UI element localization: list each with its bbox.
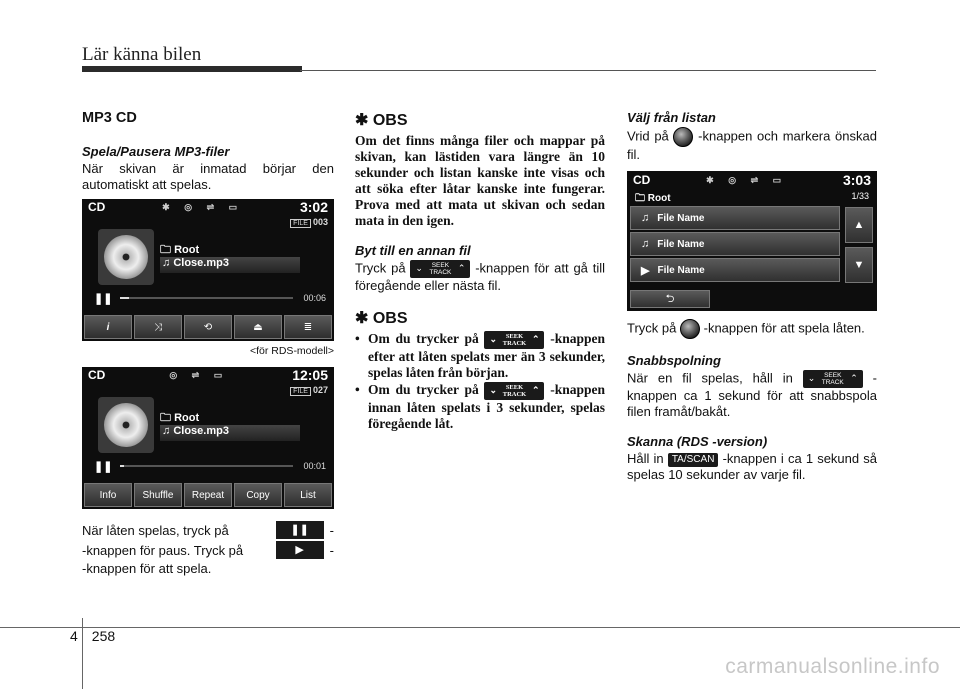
dash-2: - xyxy=(329,542,334,558)
change-file-text-a: Tryck på xyxy=(355,260,406,276)
folder-icon: 🗀 xyxy=(160,244,171,256)
tune-knob-icon xyxy=(673,127,693,147)
figure-caption: <för RDS-modell> xyxy=(249,345,334,357)
source-label: CD xyxy=(88,200,106,214)
watermark: carmanualsonline.info xyxy=(725,655,940,678)
column-3 xyxy=(627,110,877,483)
elapsed-time: 00:06 xyxy=(303,293,326,303)
status-icons: ✱ ◎ ⇌ ▭ xyxy=(706,174,788,185)
status-icons: ✱ ◎ ⇌ ▭ xyxy=(162,201,244,212)
song-row xyxy=(160,425,300,441)
outro-part-2: -knappen för paus. Tryck på xyxy=(82,542,244,558)
obs-bullet-2: • Om du trycker på ⌄ SEEK TRACK ⌃ -knappen innan låten spelats i 3 sekunder, spelas föregående låt. xyxy=(355,382,605,432)
tune-knob-icon xyxy=(680,319,700,339)
info-icon-button[interactable]: i xyxy=(84,315,132,339)
screen-button-bar xyxy=(84,315,332,339)
play-selected-text: Tryck på -knappen för att spela låten. xyxy=(627,319,877,339)
cd-artwork xyxy=(98,229,154,285)
clock: 12:05 xyxy=(292,367,328,383)
mp3-screen-standard xyxy=(82,367,334,509)
progress-track[interactable] xyxy=(120,297,293,299)
file-number: 003 xyxy=(312,217,328,227)
music-note-icon: ♫ xyxy=(641,212,650,224)
obs-text-1: Om det finns många filer och mappar på skivan, kan lästiden vara längre än 10 sekunder och listan kanske inte visas och att söka efter låtar kanske inte fungerar. Prova med att mata ut skivan och sedan mata in den igen. xyxy=(355,133,605,228)
song-row xyxy=(160,257,300,273)
folder-icon: 🗀 xyxy=(635,193,645,204)
obs-bullet-1: • Om du trycker på ⌄ SEEK TRACK ⌃ -knappen efter att låten spelats mer än 3 sekunder, spelas låten från början. xyxy=(355,331,605,381)
file-label: FILE xyxy=(290,219,311,228)
elapsed-time: 00:01 xyxy=(303,461,326,471)
obs-heading-1: ✱ OBS xyxy=(355,112,408,129)
progress-fill xyxy=(120,465,123,467)
screen-button-bar xyxy=(84,483,332,507)
header-rule xyxy=(300,70,876,71)
status-icons: ◎ ⇌ ▭ xyxy=(169,369,229,380)
select-list-text: Vrid på -knappen och markera önskad fil. xyxy=(627,128,877,162)
back-button[interactable]: ⮌ xyxy=(630,290,710,308)
list-icon-button[interactable]: ≣ xyxy=(284,315,332,339)
mp3-screen-rds xyxy=(82,199,334,341)
source-label: CD xyxy=(633,173,651,187)
list-item[interactable]: ▶ File Name xyxy=(630,258,840,282)
shuffle-icon-button[interactable]: ⤨ xyxy=(134,315,182,339)
music-note-icon: ♫ xyxy=(162,257,171,269)
scan-text: Håll in TA/SCAN -knappen i ca 1 sekund så spelas 10 sekunder av varje fil. xyxy=(627,451,877,482)
subheading-change-file: Byt till en annan fil xyxy=(355,243,471,258)
music-note-icon: ♫ xyxy=(162,425,171,437)
dash-1: - xyxy=(329,522,334,538)
folder-name: Root xyxy=(174,244,200,256)
subheading-scan: Skanna (RDS -version) xyxy=(627,434,768,449)
seek-track-button-icon: ⌄ SEEK TRACK ⌃ xyxy=(484,331,544,349)
list-item[interactable]: ♫ File Name xyxy=(630,232,840,256)
file-badge xyxy=(290,385,328,395)
shuffle-button[interactable]: Shuffle xyxy=(134,483,182,507)
obs-heading-2: ✱ OBS xyxy=(355,310,408,327)
scroll-down-button[interactable]: ▼ xyxy=(845,247,873,283)
file-list-screen xyxy=(627,171,877,311)
music-note-icon: ♫ xyxy=(641,238,650,250)
change-file-text-b: -knappen för att gå till föregående eller nästa fil. xyxy=(355,260,605,293)
pause-play-text xyxy=(82,521,334,577)
progress-track[interactable] xyxy=(120,465,293,467)
cd-artwork xyxy=(98,397,154,453)
seek-track-button-icon: ⌄ SEEK TRACK ⌃ xyxy=(484,382,544,400)
file-number: 027 xyxy=(312,385,328,395)
page-number xyxy=(70,628,115,644)
footer-rule xyxy=(0,627,960,628)
page-num: 258 xyxy=(91,628,116,644)
song-name: Close.mp3 xyxy=(173,257,229,269)
chapter-number: 4 xyxy=(70,628,78,644)
play-circle-icon: ▶ xyxy=(641,264,650,277)
change-file-text xyxy=(355,260,605,294)
folder-name: Root xyxy=(174,412,200,424)
file-badge xyxy=(290,217,328,227)
subheading-play-pause: Spela/Pausera MP3-filer xyxy=(82,144,230,159)
seek-track-button-icon: ⌄ SEEK TRACK ⌃ xyxy=(410,260,470,278)
song-name: Close.mp3 xyxy=(173,425,229,437)
subheading-select-list: Välj från listan xyxy=(627,110,716,125)
copy-button[interactable]: Copy xyxy=(234,483,282,507)
column-1 xyxy=(82,110,334,577)
subheading-fast-forward: Snabbspolning xyxy=(627,353,721,368)
progress-row xyxy=(94,460,326,472)
ta-scan-button-icon: TA/SCAN xyxy=(668,453,719,467)
seek-track-button-icon: ⌄ SEEK TRACK ⌃ xyxy=(803,370,863,388)
cd-disc-icon xyxy=(104,403,148,447)
repeat-icon-button[interactable]: ⟲ xyxy=(184,315,232,339)
screen-status-bar xyxy=(82,367,334,383)
play-button-icon: ▶ xyxy=(276,541,324,559)
list-root-folder: 🗀 Root xyxy=(635,193,671,204)
list-count: 1/33 xyxy=(851,191,869,201)
obs-bullet-list xyxy=(355,331,605,432)
section-title: MP3 CD xyxy=(82,110,137,126)
scroll-up-button[interactable]: ▲ xyxy=(845,207,873,243)
column-2 xyxy=(355,110,605,433)
header-bar xyxy=(82,66,302,72)
cd-disc-icon xyxy=(104,235,148,279)
clock: 3:02 xyxy=(299,199,328,215)
copy-icon-button[interactable]: ⏏ xyxy=(234,315,282,339)
file-label: FILE xyxy=(290,387,311,396)
list-button[interactable]: List xyxy=(284,483,332,507)
pause-icon[interactable]: ❚❚ xyxy=(94,292,113,305)
progress-fill xyxy=(120,297,129,299)
pause-button-icon: ❚❚ xyxy=(276,521,324,539)
info-button[interactable]: Info xyxy=(84,483,132,507)
fast-forward-text: När en fil spelas, håll in ⌄ SEEK TRACK ⌃ -knappen ca 1 sekund för att snabbspola filen framåt/bakåt. xyxy=(627,370,877,419)
list-item[interactable]: ♫ File Name xyxy=(630,206,840,230)
screen-status-bar xyxy=(82,199,334,215)
screen-status-bar xyxy=(627,171,877,189)
repeat-button[interactable]: Repeat xyxy=(184,483,232,507)
page-header-title: Lär känna bilen xyxy=(82,44,202,65)
outro-part-1: När låten spelas, tryck på xyxy=(82,522,229,538)
pause-icon[interactable]: ❚❚ xyxy=(94,460,113,473)
progress-row xyxy=(94,292,326,304)
intro-text: När skivan är inmatad börjar den automatiskt att spelas. xyxy=(82,161,334,192)
clock: 3:03 xyxy=(842,172,871,188)
source-label: CD xyxy=(88,368,106,382)
folder-icon: 🗀 xyxy=(160,412,171,424)
outro-part-3: -knappen för att spela. xyxy=(82,561,212,576)
